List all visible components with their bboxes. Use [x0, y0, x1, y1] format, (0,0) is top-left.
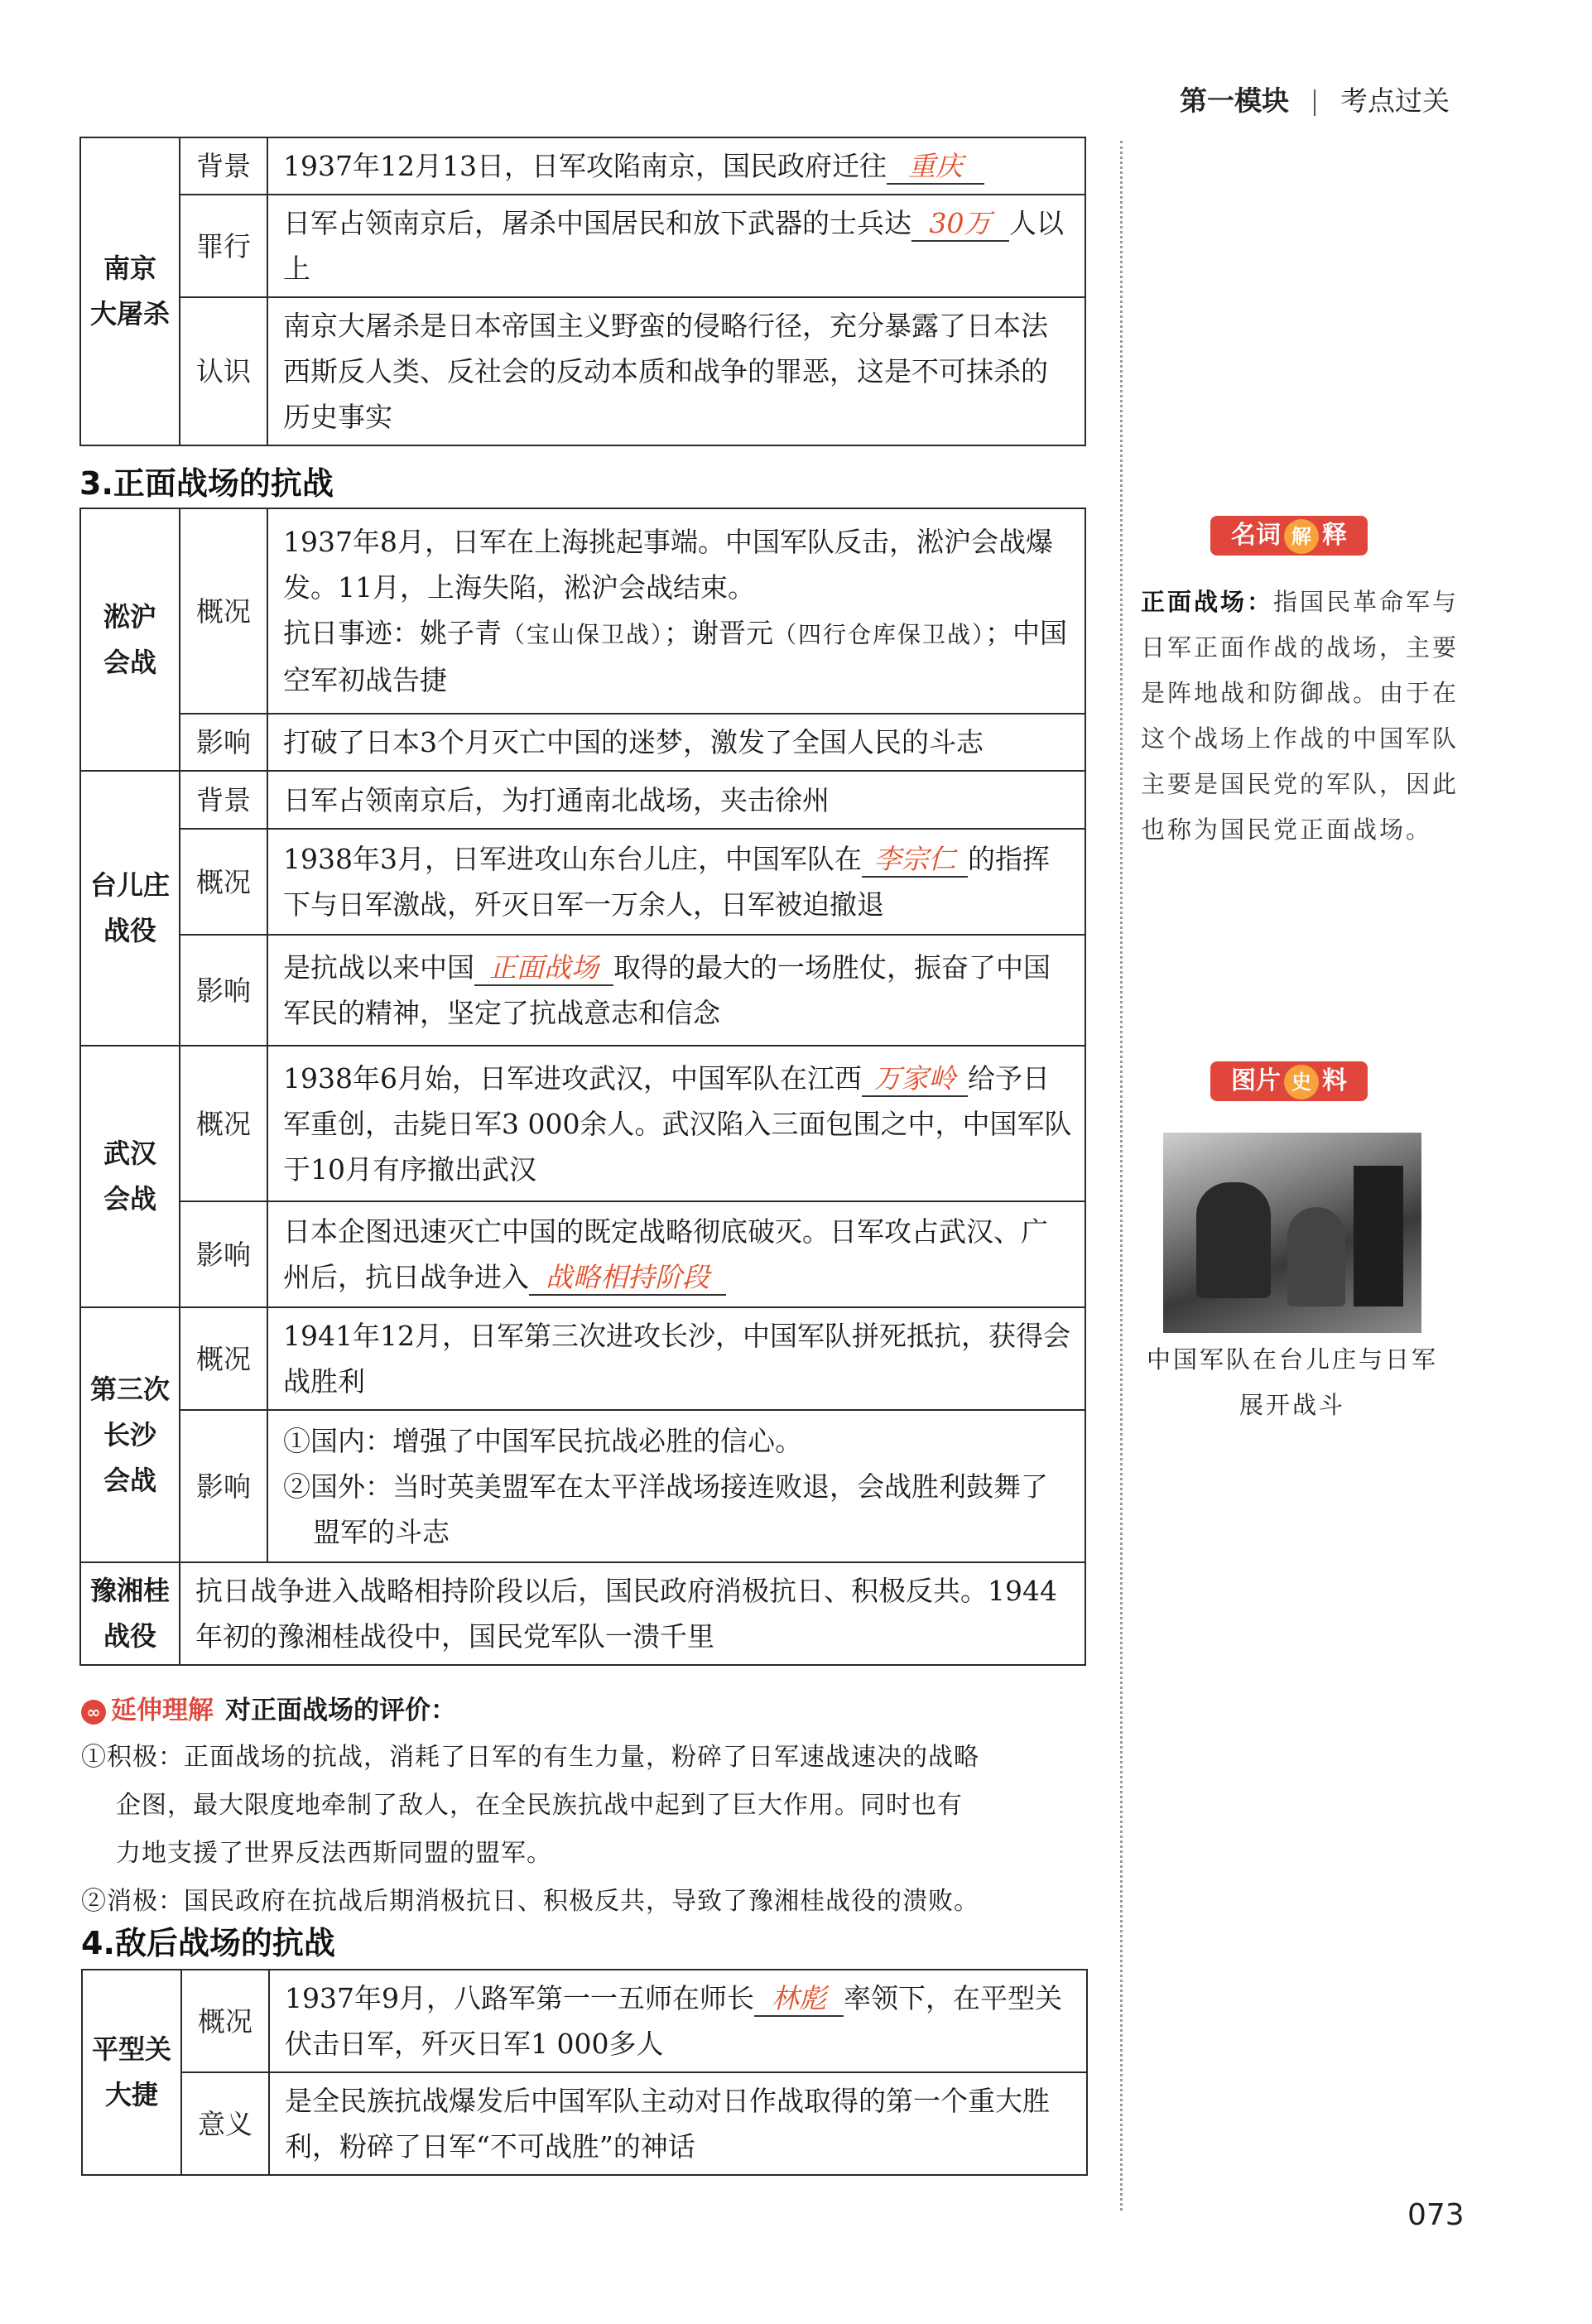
- answer-blank: 万家岭: [862, 1062, 968, 1097]
- row-key: 概况: [180, 508, 267, 714]
- answer-blank: 林彪: [754, 1982, 844, 2017]
- group-yuxianggui: 豫湘桂 战役: [80, 1562, 180, 1665]
- row-content: 1941年12月，日军第三次进攻长沙，中国军队拼死抵抗，获得会战胜利: [267, 1307, 1085, 1410]
- row-key: 概况: [180, 1307, 267, 1410]
- module-label: 第一模块: [1180, 84, 1289, 117]
- group-changsha: 第三次 长沙 会战: [80, 1307, 180, 1562]
- answer-blank: 战略相持阶段: [529, 1261, 726, 1296]
- page-header: [1180, 79, 1450, 118]
- extension-para: ①积极：正面战场的抗战，消耗了日军的有生力量，粉碎了日军速战速决的战略: [81, 1743, 979, 1772]
- photo-badge: 图片 史 料: [1210, 1061, 1368, 1101]
- extension-para: 企图，最大限度地牵制了敌人，在全民族抗战中起到了巨大作用。同时也有: [116, 1791, 963, 1820]
- answer-blank: 30万: [911, 207, 1009, 242]
- row-key: 影响: [180, 714, 267, 771]
- row-key: 认识: [180, 297, 267, 445]
- answer-blank: 李宗仁: [862, 843, 968, 878]
- row-key: 意义: [181, 2072, 269, 2175]
- extension-block: [81, 1687, 1108, 1926]
- extension-tag: ∞ 延伸理解: [81, 1696, 214, 1725]
- row-key: 概况: [181, 1970, 269, 2072]
- front-battle-table: [79, 508, 1086, 1666]
- group-taierzhuang: 台儿庄 战役: [80, 771, 180, 1046]
- pingxingguan-table: [81, 1969, 1088, 2176]
- row-content: 日本企图迅速灭亡中国的既定战略彻底破灭。日军攻占武汉、广州后，抗日战争进入 战略相持阶段: [267, 1201, 1085, 1307]
- row-content: ①国内：增强了中国军民抗战必胜的信心。 ②国外：当时英美盟军在太平洋战场接连败退，会战胜利鼓舞了盟军的斗志: [267, 1410, 1085, 1562]
- row-content: 是全民族抗战爆发后中国军队主动对日作战取得的第一个重大胜利，粉碎了日军“不可战胜”的神话: [269, 2072, 1087, 2175]
- row-key: 背景: [180, 137, 267, 195]
- answer-blank: 重庆: [887, 150, 984, 185]
- row-key: 影响: [180, 1201, 267, 1307]
- row-content: 1938年6月始，日军进攻武汉，中国军队在江西 万家岭 给予日军重创，击毙日军3 000余人。武汉陷入三面包围之中，中国军队于10月有序撤出武汉: [267, 1046, 1085, 1201]
- row-content: 打破了日本3个月灭亡中国的迷梦，激发了全国人民的斗志: [267, 714, 1085, 771]
- term-badge: 名词 解 释: [1210, 516, 1368, 556]
- row-content: 抗日战争进入战略相持阶段以后，国民政府消极抗日、积极反共。1944年初的豫湘桂战役中，国民党军队一溃千里: [180, 1562, 1085, 1665]
- row-key: 影响: [180, 1410, 267, 1562]
- page-number: 073: [1407, 2198, 1465, 2232]
- section-heading-3: 3.正面战场的抗战: [79, 465, 334, 502]
- group-nanjing: 南京 大屠杀: [80, 137, 180, 445]
- row-key: 概况: [180, 1046, 267, 1201]
- row-content: 日军占领南京后，为打通南北战场，夹击徐州: [267, 771, 1085, 829]
- header-divider: [1314, 89, 1315, 116]
- group-pingxingguan: 平型关 大捷: [82, 1970, 181, 2175]
- row-content: 1937年12月13日，日军攻陷南京，国民政府迁往 重庆: [267, 137, 1085, 195]
- nanjing-table: [79, 137, 1086, 446]
- group-wuhan: 武汉 会战: [80, 1046, 180, 1307]
- group-songhu: 淞沪 会战: [80, 508, 180, 771]
- photo-caption: 中国军队在台儿庄与日军展开战斗: [1146, 1345, 1438, 1419]
- row-key: 背景: [180, 771, 267, 829]
- row-content: 南京大屠杀是日本帝国主义野蛮的侵略行径，充分暴露了日本法西斯反人类、反社会的反动本质和战争的罪恶，这是不可抹杀的历史事实: [267, 297, 1085, 445]
- term-name: 正面战场：: [1141, 588, 1274, 616]
- extension-para: 力地支援了世界反法西斯同盟的盟军。: [116, 1839, 552, 1868]
- row-key: 概况: [180, 829, 267, 935]
- answer-blank: 正面战场: [474, 951, 613, 986]
- column-divider: [1120, 141, 1123, 2211]
- row-key: 影响: [180, 935, 267, 1046]
- row-key: 罪行: [180, 195, 267, 297]
- section-label: 考点过关: [1340, 84, 1450, 117]
- row-content: 1938年3月，日军进攻山东台儿庄，中国军队在 李宗仁 的指挥下与日军激战，歼灭日军一万余人，日军被迫撤退: [267, 829, 1085, 935]
- row-content: 1937年8月，日军在上海挑起事端。中国军队反击，淞沪会战爆发。11月，上海失陷，淞沪会战结束。 抗日事迹：姚子青（宝山保卫战）；谢晋元（四行仓库保卫战）；中国空军初战告捷: [267, 508, 1085, 714]
- historical-photo: [1163, 1133, 1421, 1333]
- row-content: 是抗战以来中国 正面战场 取得的最大的一场胜仗，振奋了中国军民的精神，坚定了抗战意志和信念: [267, 935, 1085, 1046]
- term-explanation: [1141, 580, 1472, 853]
- extension-title: 对正面战场的评价：: [225, 1696, 456, 1725]
- term-text: 指国民革命军与日军正面作战的战场，主要是阵地战和防御战。由于在这个战场上作战的中国军队主要是国民党的军队，因此也称为国民党正面战场。: [1141, 588, 1460, 844]
- extension-para: ②消极：国民政府在抗战后期消极抗日、积极反共，导致了豫湘桂战役的溃败。: [81, 1887, 979, 1916]
- link-icon: ∞: [81, 1700, 106, 1725]
- row-content: 日军占领南京后，屠杀中国居民和放下武器的士兵达 30万 人以上: [267, 195, 1085, 297]
- row-content: 1937年9月，八路军第一一五师在师长 林彪 率领下，在平型关伏击日军，歼灭日军1 000多人: [269, 1970, 1087, 2072]
- section-heading-4: 4.敌后战场的抗战: [81, 1925, 335, 1961]
